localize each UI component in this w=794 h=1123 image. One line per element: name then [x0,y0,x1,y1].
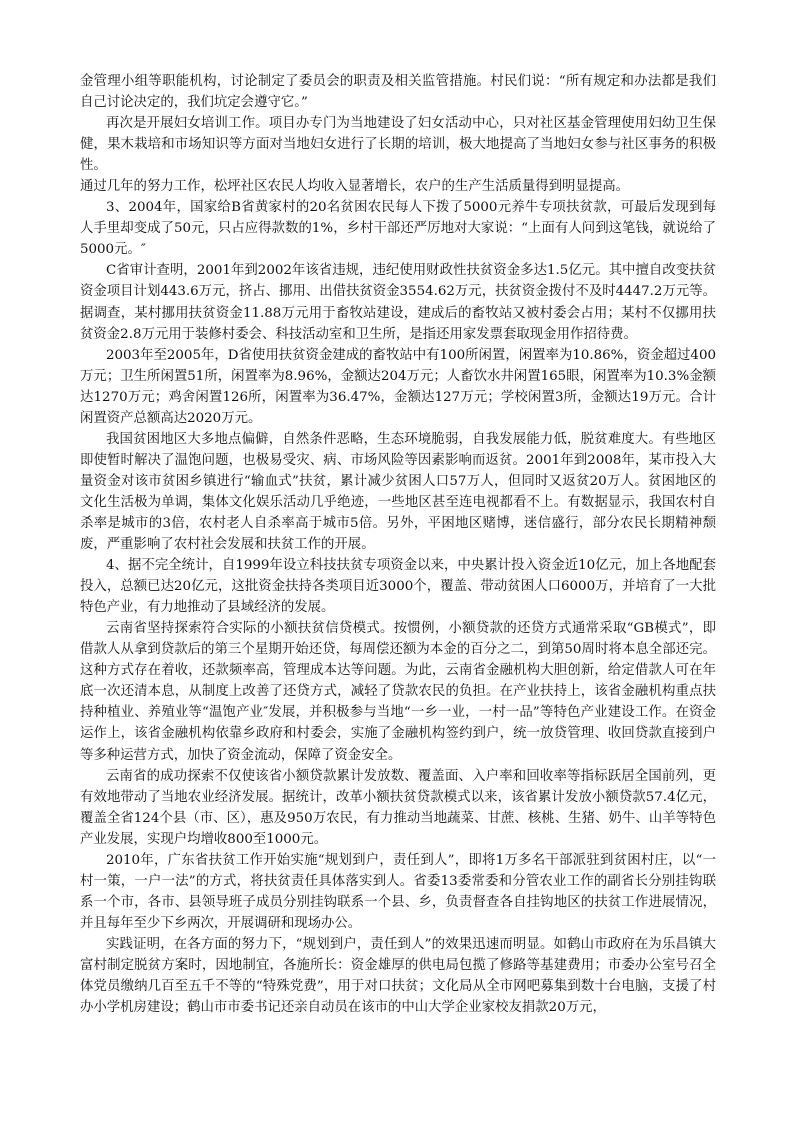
paragraph-heshan-practice: 实践证明，在各方面的努力下，“规划到户，责任到人”的效果迅速而明显。如鹤山市政府在为乐昌镇大富村制定脱贫方案时，因地制宜，各施所长：资金雄厚的供电局包揽了修路等基建费用；市委办公室号召全体党员缴纳几百至五千不等的“特殊党费”，用于对口扶贫；文化局从全市网吧募集到数十台电脑，支援了村办小学机房建设；鹤山市市委书记还亲自动员在该市的中山大学企业家校友捐款20万元， [80,936,716,1016]
paragraph-committee-rules: 金管理小组等职能机构，讨论制定了委员会的职责及相关监管措施。村民们说：“所有规定和办法都是我们自己讨论决定的，我们坑定会遵守它。” [80,74,716,111]
paragraph-tech-poverty-fund: 4、据不完全统计，自1999年设立科技扶贫专项资金以来，中央累计投入资金近10亿元，加上各地配套投入，总额已达20亿元，这批资金扶持各类项目近3000个，覆盖、带动贫困人口6000万，并培育了一大批特色产业，有力地推动了县域经济的发展。 [80,558,716,616]
paragraph-d-province-idle-assets: 2003年至2005年，D省使用扶贫资金建成的畜牧站中有100所闲置，闲置率为10.86%，资金超过400万元；卫生所闲置51所，闲置率为8.96%，金额达204万元；人畜饮水井闲置165眼，闲置率为10.3%金额达1270万元；鸡舍闲置126所，闲置率为36.47%，金额达127万元；学校闲置3所，金额达19万元。合计闲置资产总额高达2020万元。 [80,347,716,426]
paragraph-guangdong-2010: 2010年，广东省扶贫工作开始实施“规划到户，责任到人”，即将1万多名干部派驻到贫困村庄，以“一村一策，一户一法”的方式，将扶贫责任具体落实到人。省委13委常委和分管农业工作的副省长分别挂钩联系一个市，各市、县领导班子成员分别挂钩联系一个县、乡，负责督查各自挂钩地区的扶贫工作进展情况，并且每年至少下乡两次，开展调研和现场办公。 [80,852,716,931]
paragraph-huangjia-village: 3、2004年，国家给B省黄家村的20名贫困农民每人下拨了5000元养牛专项扶贫款，可最后发现到每人手里却变成了50元，只占应得款数的1%，乡村干部还严厉地对大家说：“上面有人问到这笔钱，就说给了5000元。″ [80,200,716,258]
paragraph-yunnan-microcredit: 云南省坚持探索符合实际的小额扶贫信贷模式。按惯例，小额贷款的还贷方式通常采取“GB模式”，即借款人从拿到贷款后的第三个星期开始还贷，每周偿还额为本金的百分之二，到第50周时将本息全部还完。这种方式存在着收，还款频率高，管理成本达等问题。为此，云南省金融机构大胆创新，给定借款人可在年底一次还清本息，从制度上改善了还贷方式，减轻了贷款农民的负担。在产业扶持上，该省金融机构重点扶持种植业、养殖业等“温饱产业″发展，并积极参与当地“一乡一业，一村一品”等特色产业建设工作。在资金运作上，该省金融机构依靠乡政府和村委会，实施了金融机构签约到户，统一放贷管理、收回贷款直接到户等多种运营方式，加快了资金流动，保障了资金安全。 [80,621,716,763]
paragraph-women-training: 再次是开展妇女培训工作。项目办专门为当地建设了妇女活动中心，只对社区基金管理使用妇幼卫生保健，果木栽培和市场知识等方面对当地妇女进行了长期的培训，极大地提高了当地妇女参与社区事务的积极性。 [80,116,716,174]
paragraph-poverty-areas: 我国贫困地区大多地点偏僻，自然条件恶略，生态环境脆弱，自我发展能力低，脱贫难度大。有些地区即使暂时解决了温饱问题，也极易受灾、病、市场风险等因素影响而返贫。2001年到2008年，某市投入大量资金对该市贫困乡镇进行“输血式”扶贫，累计减少贫困人口57万人，但同时又返贫20万人。贫困地区的文化生活极为单调，集体文化娱乐活动几乎绝迹，一些地区甚至连电视都看不上。有数据显示，我国农村自杀率是城市的3倍，农村老人自杀率高于城市5倍。另外，平困地区赌博，迷信盛行，部分农民长期精神颓废，严重影响了农村社会发展和扶贫工作的开展。 [80,431,716,553]
paragraph-songping-income: 通过几年的努力工作，松坪社区农民人均收入显著增长，农户的生产生活质量得到明显提高。 [80,179,630,195]
document-body [80,71,716,1018]
paragraph-yunnan-results: 云南省的成功探索不仅使该省小额贷款累计发放数、覆盖面、入户率和回收率等指标跃居全国前列，更有效地带动了当地农业经济发展。据统计，改革小额扶贫贷款模式以来，该省累计发放小额贷款57.4亿元，覆盖全省124个县（市、区），惠及950万农民，有力推动当地蔬菜、甘蔗、核桃、生猪、奶牛、山羊等特色产业发展，实现户均增收800至1000元。 [80,768,716,847]
paragraph-c-province-audit: C省审计查明，2001年到2002年该省违规，违纪使用财政性扶贫资金多达1.5亿元。其中擅自改变扶贫资金项目计划443.6万元，挤占、挪用、出借扶贫资金3554.62万元，扶贫资金拨付不及时4447.2万元等。据调查，某村挪用扶贫资金11.88万元用于畜牧站建设，建成后的畜牧站又被村委会占用；某村不仅挪用扶贫资金2.8万元用于装修村委会、科技活动室和卫生所，是指还用家发票套取现金用作招待费。 [80,263,717,342]
